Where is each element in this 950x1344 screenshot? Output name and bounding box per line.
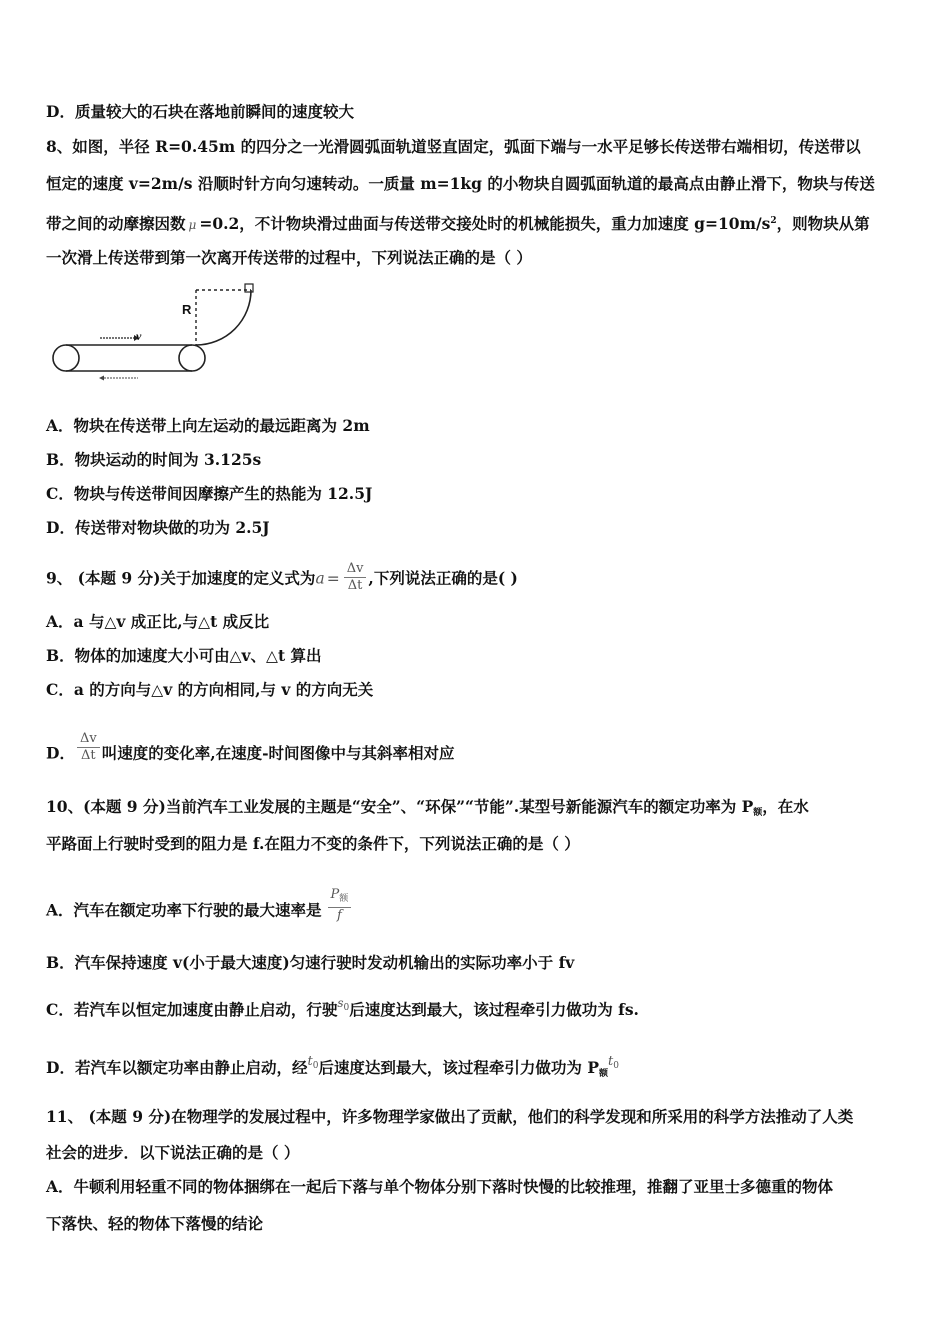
q10-stem-line1 (46, 797, 809, 823)
t-letter: t (307, 1054, 313, 1069)
mu-symbol: μ (188, 218, 197, 233)
equals-sign: = (326, 569, 340, 588)
q11-option-a-line2: 下落快、轻的物体下落慢的结论 (46, 1214, 264, 1233)
q8-stem-line3a: 带之间的动摩擦因数 (46, 214, 186, 234)
q8-stem-line4: 一次滑上传送带到第一次离开传送带的过程中，下列说法正确的是（ ） (46, 248, 532, 267)
t0-symbol-d (608, 1054, 619, 1069)
q9-stem-b: ,下列说法正确的是( ) (368, 568, 518, 588)
rate-denominator: Δt (81, 748, 96, 763)
q10-stem-line2: 平路面上行驶时受到的阻力是 f.在阻力不变的条件下，下列说法正确的是（ ） (46, 834, 580, 853)
accel-fraction (344, 561, 367, 594)
q8-stem-line1: 8、如图，半径 R=0.45m 的四分之一光滑圆弧面轨道竖直固定，弧面下端与一水平足够长传送带右端相切，传送带以 (46, 137, 861, 156)
q8-option-b: B．物块运动的时间为 3.125s (46, 450, 262, 469)
q9-option-d-prefix: D． (46, 743, 75, 763)
q10-option-a-text: A．汽车在额定功率下行驶的最大速率是 (46, 900, 322, 920)
q10-option-d-b: 后速度达到最大，该过程牵引力做功为 P (318, 1058, 599, 1077)
fraction-denominator: Δt (347, 578, 363, 593)
quarter-arc (196, 290, 251, 345)
q11-option-a-line1: A．牛顿利用轻重不同的物体捆绑在一起后下落与单个物体分别下落时快慢的比较推理，推翻了亚里士多德重的物体 (46, 1177, 834, 1196)
power-subscript: 额 (339, 894, 349, 904)
q10-option-d-a: D．若汽车以额定功率由静止启动，经 (46, 1058, 308, 1077)
left-pulley (53, 345, 79, 371)
rated-subscript-d: 额 (598, 1069, 608, 1079)
q10-option-c-a: C．若汽车以恒定加速度由静止启动，行驶 (46, 1000, 338, 1019)
a-symbol: a (315, 569, 325, 588)
label-v: v (136, 329, 142, 343)
s-letter: s (337, 996, 344, 1010)
rate-numerator: Δv (77, 731, 100, 748)
q8-stem-line2: 恒定的速度 v=2m/s 沿顺时针方向匀速转动。一质量 m=1kg 的小物块自圆弧面轨道的最高点由静止滑下，物块与传送 (46, 174, 875, 193)
fraction-denominator: f (337, 908, 342, 923)
q8-option-d: D．传送带对物块做的功为 2.5J (46, 518, 270, 537)
block (245, 284, 253, 292)
q10-option-c-b: 后速度达到最大，该过程牵引力做功为 fs. (349, 1000, 639, 1019)
q9-option-d-text: 叫速度的变化率,在速度-时间图像中与其斜率相对应 (101, 743, 455, 763)
q10-stem-line1b: ，在水 (762, 797, 809, 816)
q10-option-a (46, 887, 353, 930)
t0-symbol (307, 1054, 318, 1069)
return-arrowhead (99, 376, 104, 381)
q8-stem-line3c: ，则物块从第 (776, 214, 870, 234)
right-pulley (179, 345, 205, 371)
q10-stem-line1a: 10、(本题 9 分)当前汽车工业发展的主题是“安全”、“环保”“节能”.某型号新能源汽车的额定功率为 P (46, 797, 754, 816)
rate-fraction (77, 731, 100, 764)
q11-stem-line1: 11、 (本题 9 分)在物理学的发展过程中，许多物理学家做出了贡献，他们的科学发现和所采用的科学方法推动了人类 (46, 1107, 854, 1126)
q9-option-c: C．a 的方向与△v 的方向相同,与 v 的方向无关 (46, 680, 374, 699)
t-subscript-d: 0 (613, 1061, 619, 1071)
s-subscript: 0 (343, 1003, 350, 1013)
rated-subscript: 额 (753, 808, 763, 818)
q9-stem-a: 9、 (本题 9 分)关于加速度的定义式为 (46, 568, 316, 588)
fraction-numerator: Δv (344, 561, 367, 578)
q7-option-d: D．质量较大的石块在落地前瞬间的速度较大 (46, 102, 354, 121)
q10-option-c (46, 996, 639, 1026)
max-speed-fraction (328, 887, 352, 924)
q8-stem-line3b: =0.2，不计物块滑过曲面与传送带交接处时的机械能损失，重力加速度 g=10m/s (199, 214, 771, 234)
q8-stem-line3 (46, 211, 870, 235)
q8-option-c: C．物块与传送带间因摩擦产生的热能为 12.5J (46, 484, 373, 503)
q11-stem-line2: 社会的进步．以下说法正确的是（ ） (46, 1143, 300, 1162)
label-R: R (182, 302, 192, 317)
conveyor-figure (46, 280, 266, 390)
q9-stem (46, 563, 518, 596)
q10-option-b: B．汽车保持速度 v(小于最大速度)匀速行驶时发动机输出的实际功率小于 fv (46, 953, 575, 972)
s0-symbol (337, 996, 350, 1013)
q10-option-d (46, 1054, 619, 1084)
t-subscript: 0 (312, 1061, 319, 1071)
square-superscript: 2 (770, 216, 777, 226)
fraction-numerator (328, 887, 352, 908)
q8-option-a: A．物块在传送带上向左运动的最远距离为 2m (46, 416, 370, 435)
q9-option-a: A．a 与△v 成正比,与△t 成反比 (46, 612, 270, 631)
power-symbol: P (330, 887, 340, 902)
t-letter-d: t (608, 1054, 614, 1069)
q9-option-b: B．物体的加速度大小可由△v、△t 算出 (46, 646, 322, 665)
q9-option-d (46, 731, 455, 771)
